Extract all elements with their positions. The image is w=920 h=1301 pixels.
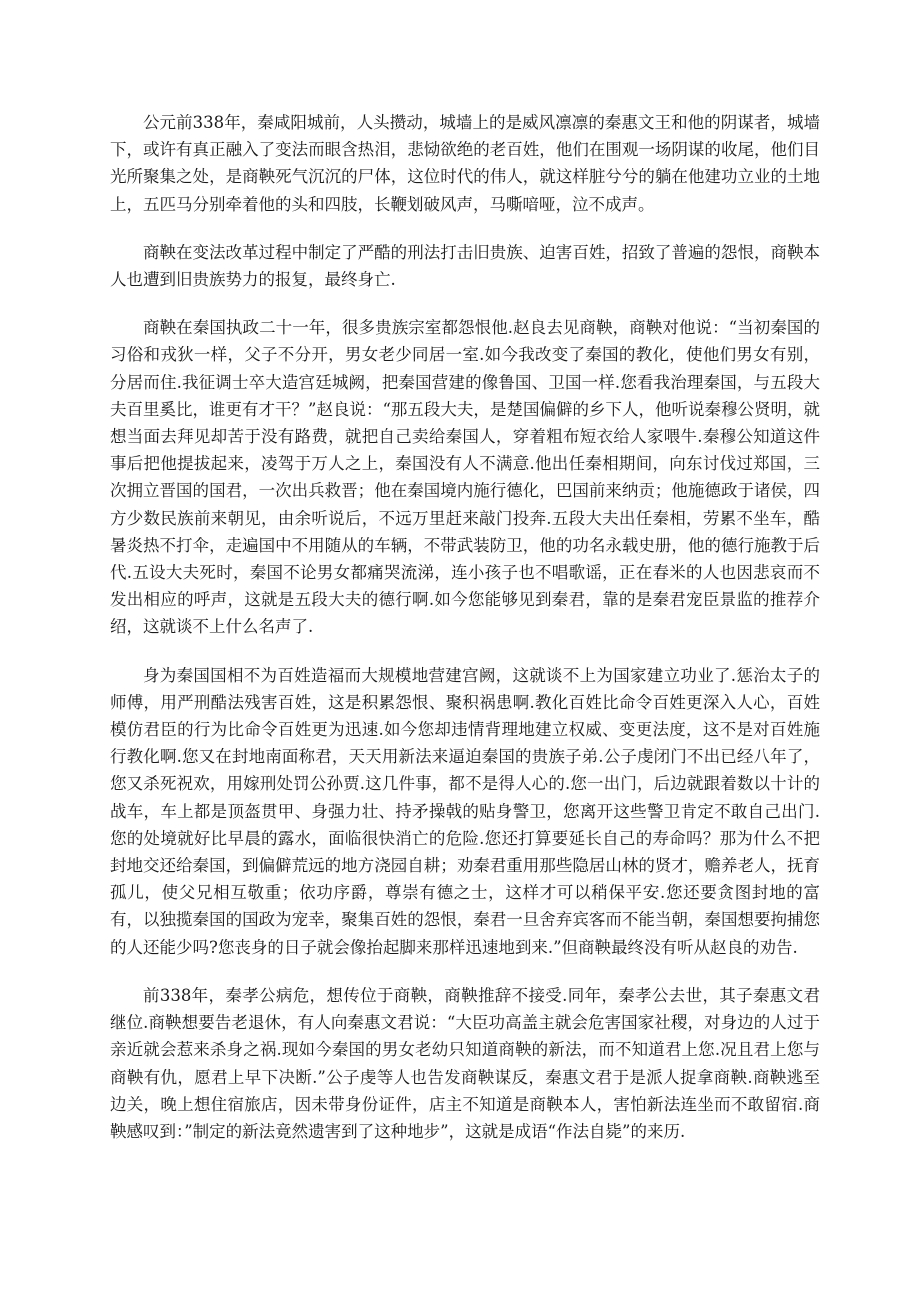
paragraph-4: 身为秦国国相不为百姓造福而大规模地营建宫阙，这就谈不上为国家建立功业了.惩治太子的师傅，用严刑酷法残害百姓，这是积累怨恨、聚积祸患啊.教化百姓比命令百姓更深入人心，百姓模仿君臣的行为比命令百姓更为迅速.如今您却违情背理地建立权威、变更法度，这不是对百姓施行教化啊.您又在封地南面称君，天天用新法来逼迫秦国的贵族子弟.公子虔闭门不出已经八年了，您又杀死祝欢，用嫁刑处罚公孙贾.这几件事，都不是得人心的.您一出门，后边就跟着数以十计的战车，车上都是顶盔贯甲、身强力壮、持矛操戟的贴身警卫，您离开这些警卫肯定不敢自己出门.您的处境就好比早晨的露水，面临很快消亡的危险.您还打算要延长自己的寿命吗？那为什么不把封地交还给秦国，到偏僻荒远的地方浇园自耕；劝秦君重用那些隐居山林的贤才，赡养老人，抚育孤儿，使父兄相互敬重；依功序爵，尊崇有德之士，这样才可以稍保平安.您还要贪图封地的富有，以独揽秦国的国政为宠幸，聚集百姓的怨恨，秦君一旦舍弃宾客而不能当朝，秦国想要拘捕您的人还能少吗?您丧身的日子就会像抬起脚来那样迅速地到来.”但商鞅最终没有听从赵良的劝告.: [110, 665, 820, 957]
paragraph-5: 前338年，秦孝公病危，想传位于商鞅，商鞅推辞不接受.同年，秦孝公去世，其子秦惠文君继位.商鞅想要告老退休，有人向秦惠文君说：“大臣功高盖主就会危害国家社稷，对身边的人过于亲近就会惹来杀身之祸.现如今秦国的男女老幼只知道商鞅的新法，而不知道君上您.况且君上您与商鞅有仇，愿君上早下决断.”公子虔等人也告发商鞅谋反，秦惠文君于是派人捉拿商鞅.商鞅逃至边关，晚上想住宿旅店，因未带身份证件，店主不知道是商鞅本人，害怕新法连坐而不敢留宿.商鞅感叹到：”制定的新法竟然遗害到了这种地步”，这就是成语“作法自毙”的来历.: [110, 985, 820, 1141]
paragraph-1: 公元前338年，秦咸阳城前，人头攒动，城墙上的是威风凛凛的秦惠文王和他的阴谋者，城墙下，或许有真正融入了变法而眼含热泪，悲恸欲绝的老百姓，他们在围观一场阴谋的收尾，他们目光所聚集之处，是商鞅死气沉沉的尸体，这位时代的伟人，就这样脏兮兮的躺在他建功立业的土地上，五匹马分别牵着他的头和四肢，长鞭划破风声，马嘶喑哑，泣不成声。: [110, 113, 820, 214]
paragraph-2: 商鞅在变法改革过程中制定了严酷的刑法打击旧贵族、迫害百姓，招致了普遍的怨恨，商鞅本人也遭到旧贵族势力的报复，最终身亡.: [110, 242, 820, 290]
document-body: [110, 109, 820, 1145]
paragraph-3: 商鞅在秦国执政二十一年，很多贵族宗室都怨恨他.赵良去见商鞅，商鞅对他说：“当初秦国的习俗和戎狄一样，父子不分开，男女老少同居一室.如今我改变了秦国的教化，使他们男女有别，分居而住.我征调士卒大造宫廷城阙，把秦国营建的像鲁国、卫国一样.您看我治理秦国，与五段大夫百里奚比，谁更有才干？”赵良说：“那五段大夫，是楚国偏僻的乡下人，他听说秦穆公贤明，就想当面去拜见却苦于没有路费，就把自己卖给秦国人，穿着粗布短衣给人家喂牛.秦穆公知道这件事后把他提拔起来，凌驾于万人之上，秦国没有人不满意.他出任秦相期间，向东讨伐过郑国，三次拥立晋国的国君，一次出兵救晋；他在秦国境内施行德化，巴国前来纳贡；他施德政于诸侯，四方少数民族前来朝见，由余听说后，不远万里赶来敲门投奔.五段大夫出任秦相，劳累不坐车，酷暑炎热不打伞，走遍国中不用随从的车辆，不带武装防卫，他的功名永载史册，他的德行施教于后代.五设大夫死时，秦国不论男女都痛哭流涕，连小孩子也不唱歌谣，正在春米的人也因悲哀而不发出相应的呼声，这就是五段大夫的德行啊.如今您能够见到秦君，靠的是秦君宠臣景监的推荐介绍，这就谈不上什么名声了.: [110, 318, 820, 637]
